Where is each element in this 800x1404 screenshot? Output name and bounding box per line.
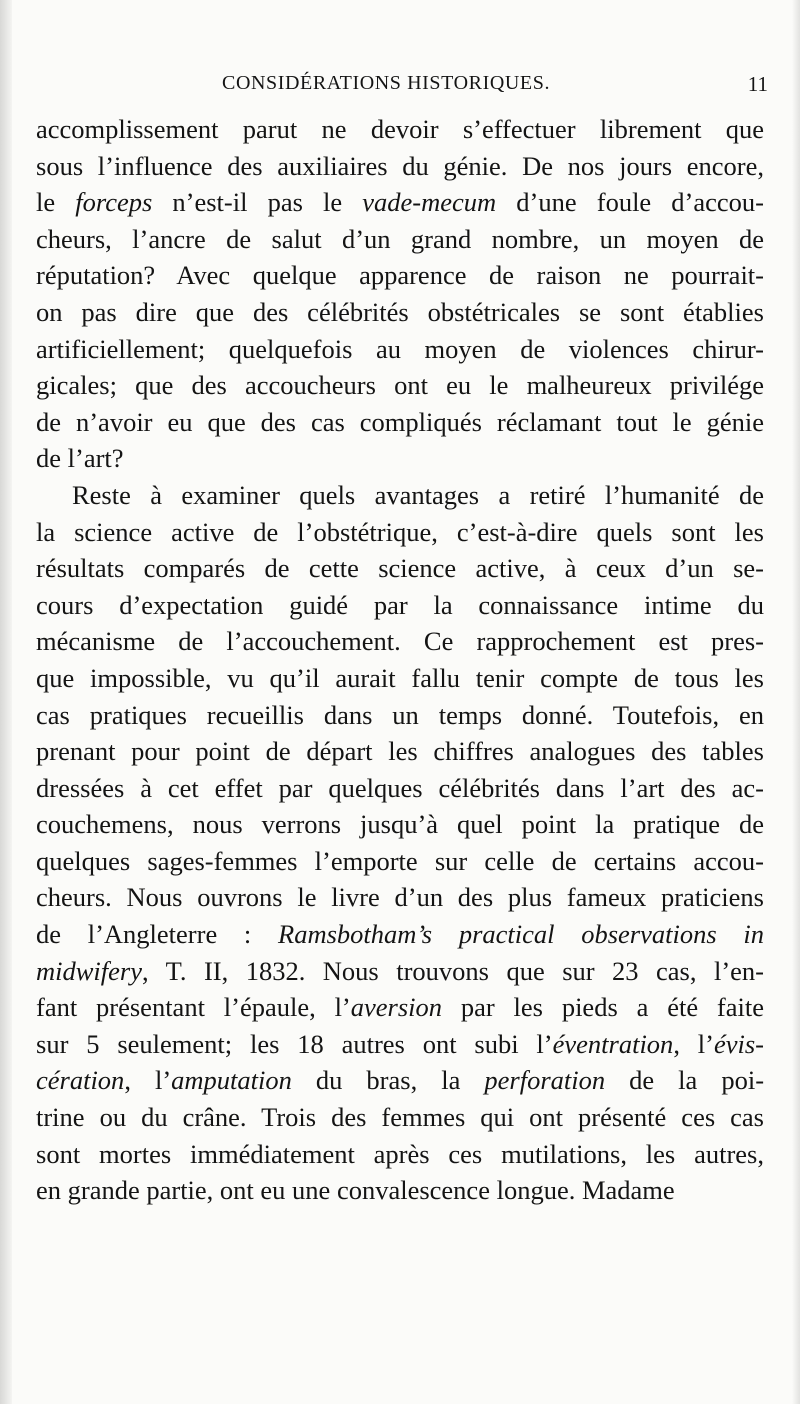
text-run: du bras, la — [291, 1065, 485, 1096]
text-line — [36, 514, 764, 551]
text-line — [36, 843, 764, 880]
text-line — [36, 1026, 764, 1063]
text-run: cours d’expectation guidé par la connaissance intime du — [36, 589, 764, 620]
text-run: mécanisme de l’accouchement. Ce rapprochement est pres- — [36, 626, 764, 657]
text-line — [36, 770, 764, 807]
text-line — [36, 1062, 764, 1099]
text-line — [36, 806, 764, 843]
italic-text: midwifery — [36, 955, 142, 986]
text-run: de l’Angleterre : — [36, 919, 279, 950]
text-line — [36, 1172, 764, 1209]
page-gutter-shadow — [0, 0, 12, 1404]
text-run: résultats comparés de cette science active, à ceux d’un se- — [36, 553, 764, 584]
italic-text: forceps — [75, 187, 153, 218]
text-run: artificiellement; quelquefois au moyen de violences chirur- — [36, 333, 764, 364]
italic-text: aversion — [350, 992, 443, 1023]
running-head — [32, 72, 768, 102]
text-run: sont mortes immédiatement après ces mutilations, les autres, — [36, 1138, 764, 1169]
text-line — [36, 331, 764, 368]
text-run: , l’ — [673, 1028, 714, 1059]
text-run: sur 5 seulement; les 18 autres ont subi l’ — [36, 1028, 553, 1059]
text-run: , l’ — [124, 1065, 172, 1096]
text-run: dressées à cet effet par quelques célébrités dans l’art des ac- — [36, 772, 764, 803]
text-run: la science active de l’obstétrique, c’est-à-dire quels sont les — [36, 516, 764, 547]
italic-text: cération — [36, 1065, 125, 1096]
text-run: cheurs. Nous ouvrons le livre d’un des plus fameux praticiens — [36, 882, 764, 913]
text-run: accomplissement parut ne devoir s’effectuer librement que — [36, 114, 764, 144]
text-run: quelques sages-femmes l’emporte sur celle de certains accou- — [36, 845, 764, 876]
text-line — [36, 660, 764, 697]
running-head-title: CONSIDÉRATIONS HISTORIQUES. — [222, 72, 551, 94]
text-line — [36, 184, 764, 221]
text-line — [36, 257, 764, 294]
italic-text: évis- — [713, 1028, 764, 1059]
text-line — [36, 550, 764, 587]
page-edge-shadow — [792, 0, 800, 1404]
text-run: Reste à examiner quels avantages a retiré l’humanité de — [72, 479, 764, 510]
text-run: couchemens, nous verrons jusqu’à quel point la pratique de — [36, 809, 764, 840]
text-run: sous l’influence des auxiliaires du génie. De nos jours encore, — [36, 150, 764, 181]
text-line — [36, 148, 764, 185]
text-run: cas pratiques recueillis dans un temps donné. Toutefois, en — [36, 699, 764, 730]
italic-text: vade-mecum — [362, 187, 497, 218]
text-run: d’une foule d’accou- — [496, 187, 764, 218]
text-line — [36, 111, 764, 148]
text-line — [36, 1136, 764, 1173]
text-line — [36, 404, 764, 441]
text-run: prenant pour point de départ les chiffres analogues des tables — [36, 736, 764, 767]
text-run: trine ou du crâne. Trois des femmes qui ont présenté ces cas — [36, 1102, 764, 1133]
text-run: , T. II, 1832. Nous trouvons que sur 23 cas, l’en- — [142, 955, 764, 986]
body-text — [36, 111, 764, 1209]
page-number: 11 — [747, 72, 768, 96]
text-line — [36, 221, 764, 258]
italic-text: Ramsbotham’s practical observations in — [278, 919, 764, 950]
text-run: de n’avoir eu que des cas compliqués réclamant tout le génie — [36, 406, 764, 437]
text-run: de l’art? — [36, 443, 124, 474]
text-run: par les pieds a été faite — [442, 992, 764, 1023]
text-run: de la poi- — [605, 1065, 765, 1096]
text-line — [36, 623, 764, 660]
text-run: que impossible, vu qu’il aurait fallu tenir compte de tous les — [36, 662, 764, 693]
text-run: gicales; que des accoucheurs ont eu le malheureux privilége — [36, 370, 764, 401]
text-line — [36, 1099, 764, 1136]
text-run: réputation? Avec quelque apparence de raison ne pourrait- — [36, 260, 764, 291]
text-run: n’est-il pas le — [152, 187, 363, 218]
text-line — [36, 953, 764, 990]
text-line — [36, 587, 764, 624]
text-line — [36, 733, 764, 770]
text-run: cheurs, l’ancre de salut d’un grand nombre, un moyen de — [36, 223, 764, 254]
text-line — [36, 697, 764, 734]
text-run: en grande partie, ont eu une convalescence longue. Madame — [36, 1175, 675, 1206]
italic-text: amputation — [171, 1065, 292, 1096]
italic-text: éventration — [552, 1028, 674, 1059]
text-line — [36, 367, 764, 404]
text-line — [36, 879, 764, 916]
text-run: fant présentant l’épaule, l’ — [36, 992, 351, 1023]
text-line — [36, 440, 764, 477]
italic-text: perforation — [484, 1065, 606, 1096]
text-line — [36, 477, 764, 514]
text-line — [36, 916, 764, 953]
text-line — [36, 294, 764, 331]
text-run: on pas dire que des célébrités obstétricales se sont établies — [36, 296, 764, 327]
text-run: le — [36, 187, 76, 218]
text-line — [36, 989, 764, 1026]
